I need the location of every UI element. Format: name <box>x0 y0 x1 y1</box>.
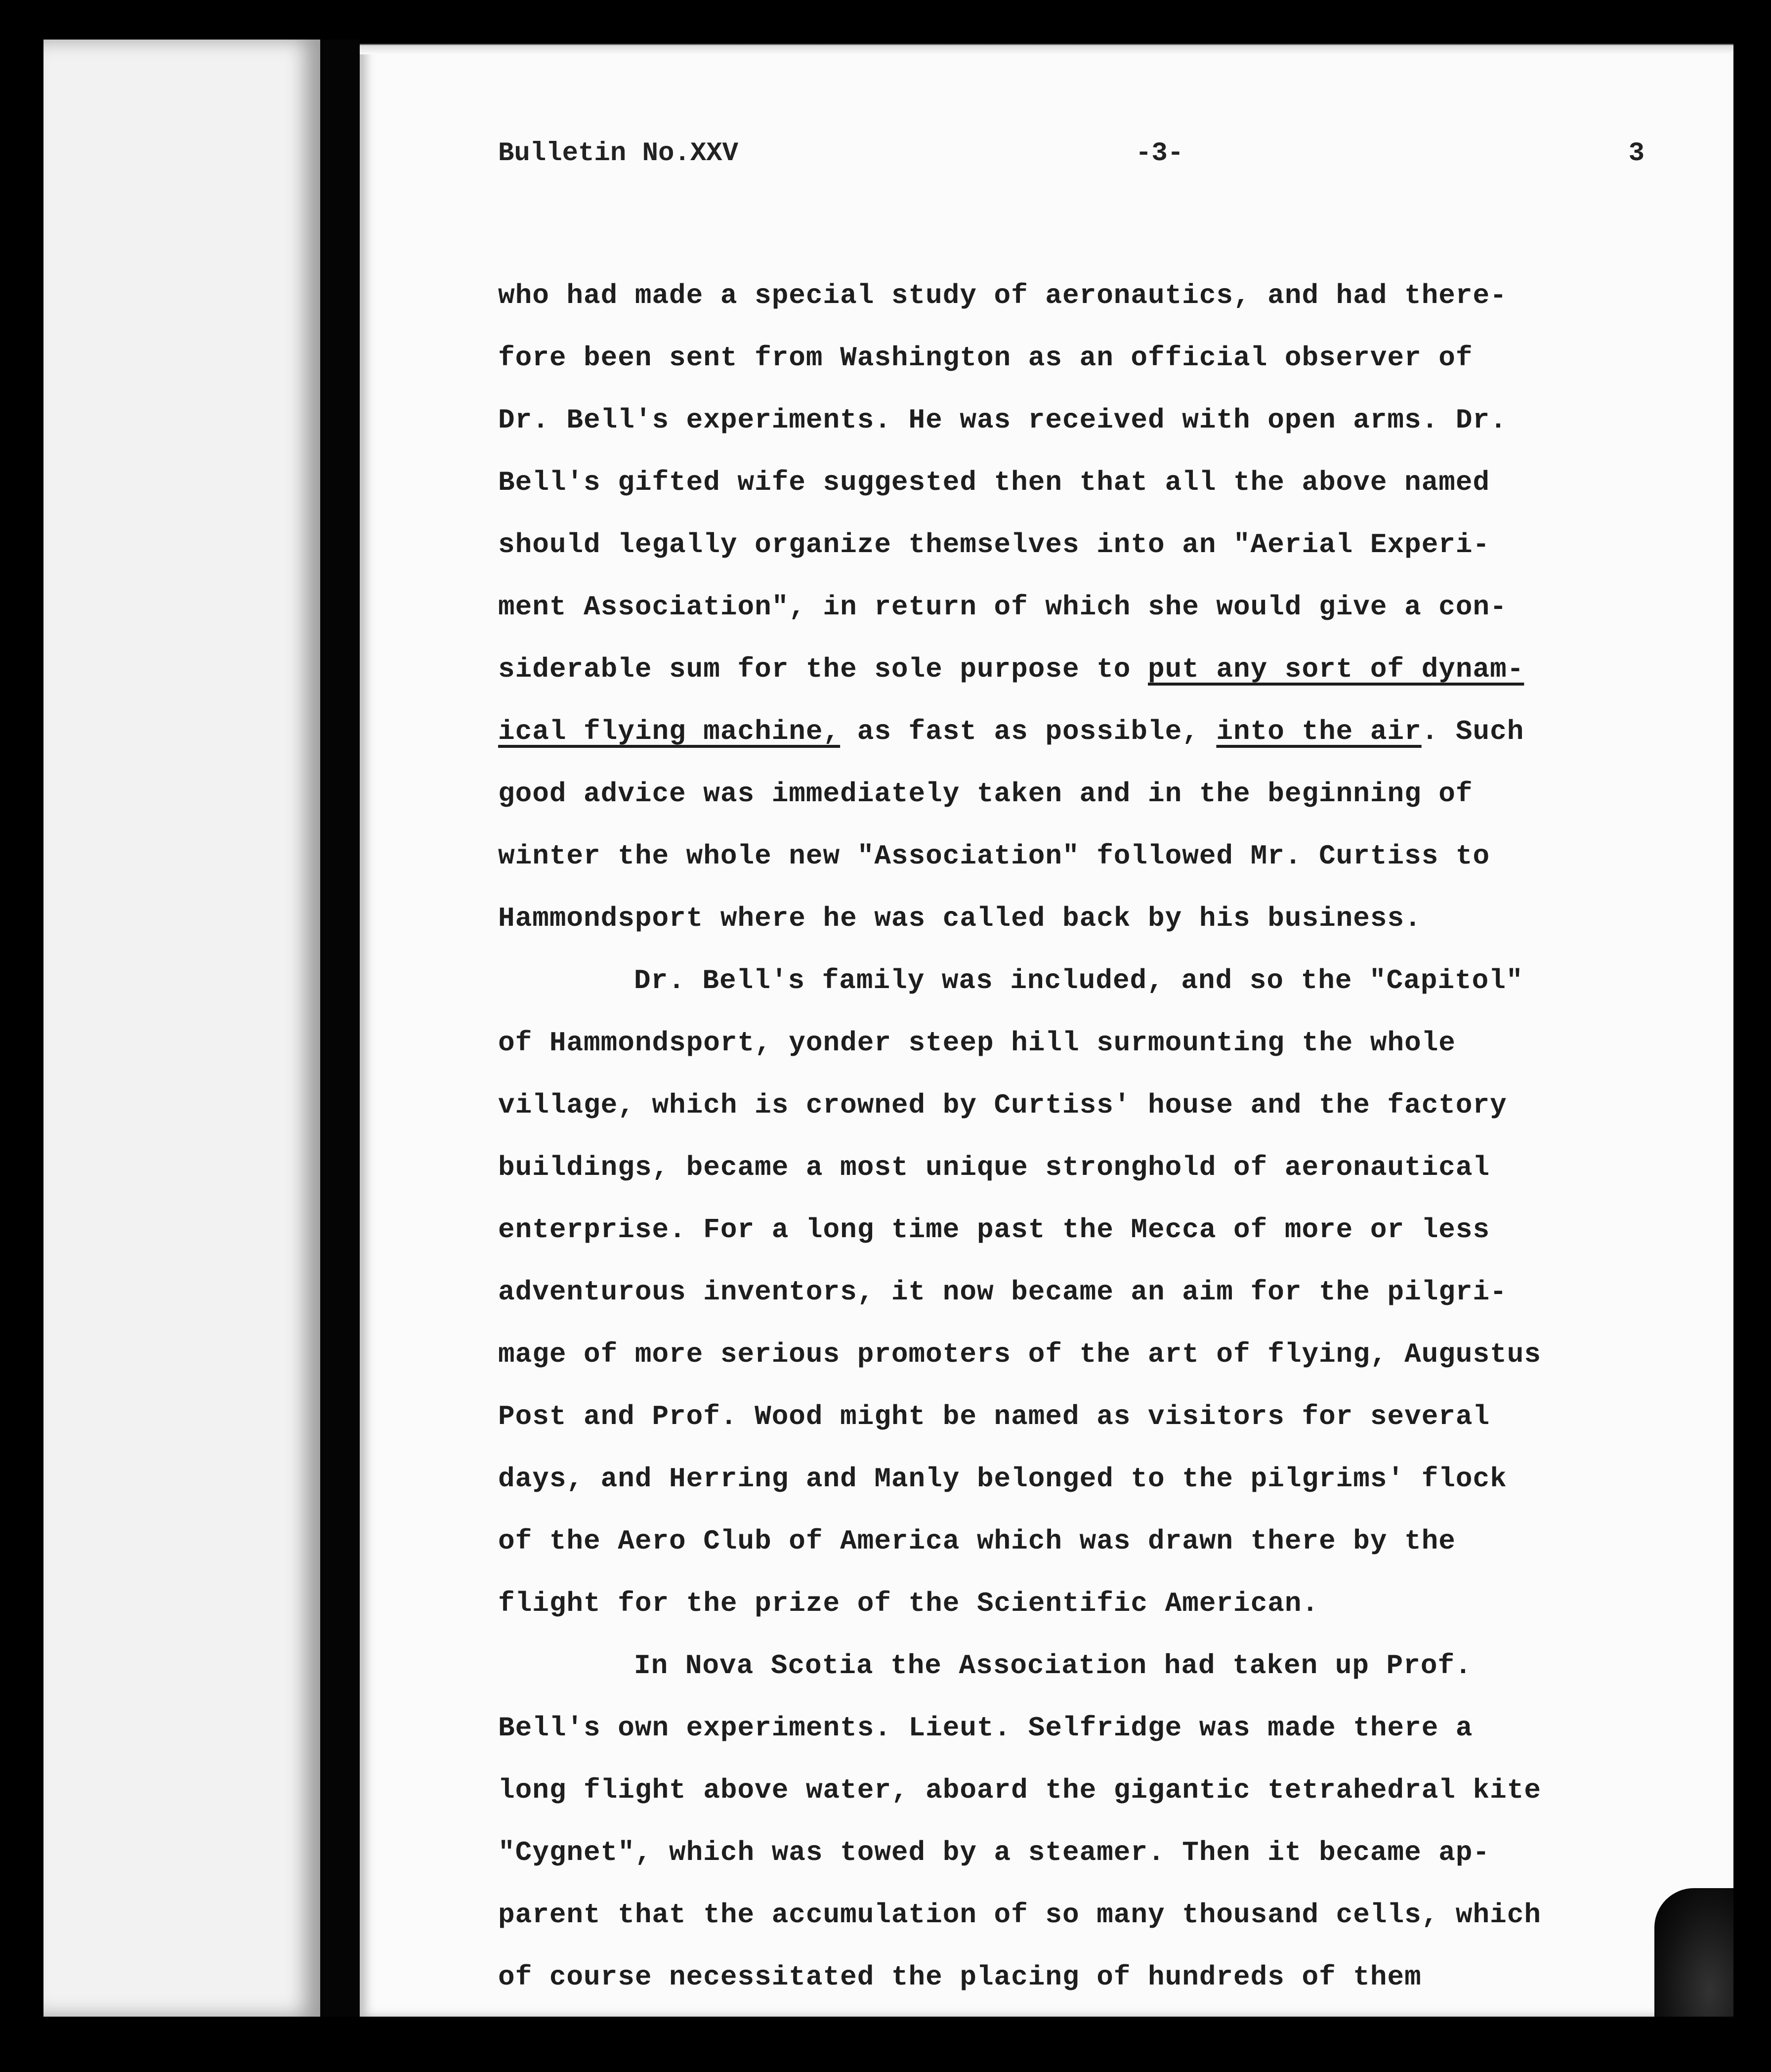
text-line-with-underline <box>498 638 1684 700</box>
document-page <box>360 40 1733 2017</box>
text-line: Dr. Bell's experiments. He was received with open arms. Dr. <box>498 404 1507 436</box>
text-line: Dr. Bell's family was included, and so the "Capitol" <box>634 965 1523 996</box>
text-line: buildings, became a most unique stronghold of aeronautical <box>498 1152 1490 1183</box>
pen-tip-shadow <box>1654 1888 1733 2017</box>
underlined-phrase: ical flying machine, <box>498 716 841 747</box>
text-line: Hammondsport where he was called back by his business. <box>498 903 1422 934</box>
underlined-phrase: put any sort of dynam- <box>1148 653 1524 685</box>
text-line: Bell's gifted wife suggested then that all the above named <box>498 467 1490 498</box>
bulletin-number: Bulletin No.XXV <box>498 138 739 169</box>
text-line: adventurous inventors, it now became an aim for the pilgri- <box>498 1276 1507 1308</box>
text-line: fore been sent from Washington as an official observer of <box>498 342 1473 374</box>
page-number-center: -3- <box>1136 138 1184 169</box>
text-line-with-underline <box>498 700 1684 763</box>
text-line: winter the whole new "Association" followed Mr. Curtiss to <box>498 840 1490 872</box>
text-line: ment Association", in return of which she would give a con- <box>498 591 1507 623</box>
text-line: mage of more serious promoters of the art of flying, Augustus <box>498 1338 1541 1370</box>
text-line: of course necessitated the placing of hundreds of them <box>498 1961 1422 1993</box>
line-prefix: siderable sum for the sole purpose to <box>498 653 1148 685</box>
text-line: good advice was immediately taken and in the beginning of <box>498 778 1473 810</box>
text-line: Bell's own experiments. Lieut. Selfridge was made there a <box>498 1712 1473 1744</box>
body-text <box>498 264 1684 2008</box>
text-line: Post and Prof. Wood might be named as visitors for several <box>498 1401 1490 1432</box>
adjacent-page-strip <box>43 40 320 2017</box>
torn-top-edge <box>360 40 1733 54</box>
text-line: village, which is crowned by Curtiss' house and the factory <box>498 1089 1507 1121</box>
text-line: flight for the prize of the Scientific American. <box>498 1588 1319 1619</box>
text-line: enterprise. For a long time past the Mecca of more or less <box>498 1214 1490 1246</box>
underlined-phrase: into the air <box>1216 716 1422 747</box>
text-line: long flight above water, aboard the gigantic tetrahedral kite <box>498 1774 1541 1806</box>
text-line: of the Aero Club of America which was drawn there by the <box>498 1525 1456 1557</box>
text-line: In Nova Scotia the Association had taken up Prof. <box>634 1650 1472 1682</box>
text-line: "Cygnet", which was towed by a steamer. Then it became ap- <box>498 1837 1490 1868</box>
line-suffix: . Such <box>1421 716 1524 747</box>
line-middle: as fast as possible, <box>840 716 1217 747</box>
page-gutter <box>320 40 360 2017</box>
page-number-right: 3 <box>1628 138 1644 169</box>
text-line: parent that the accumulation of so many thousand cells, which <box>498 1899 1541 1931</box>
text-line: should legally organize themselves into an "Aerial Experi- <box>498 529 1490 561</box>
text-line: days, and Herring and Manly belonged to the pilgrims' flock <box>498 1463 1507 1495</box>
text-line: who had made a special study of aeronautics, and had there- <box>498 280 1507 311</box>
page-header <box>498 138 1674 188</box>
text-line: of Hammondsport, yonder steep hill surmounting the whole <box>498 1027 1456 1059</box>
